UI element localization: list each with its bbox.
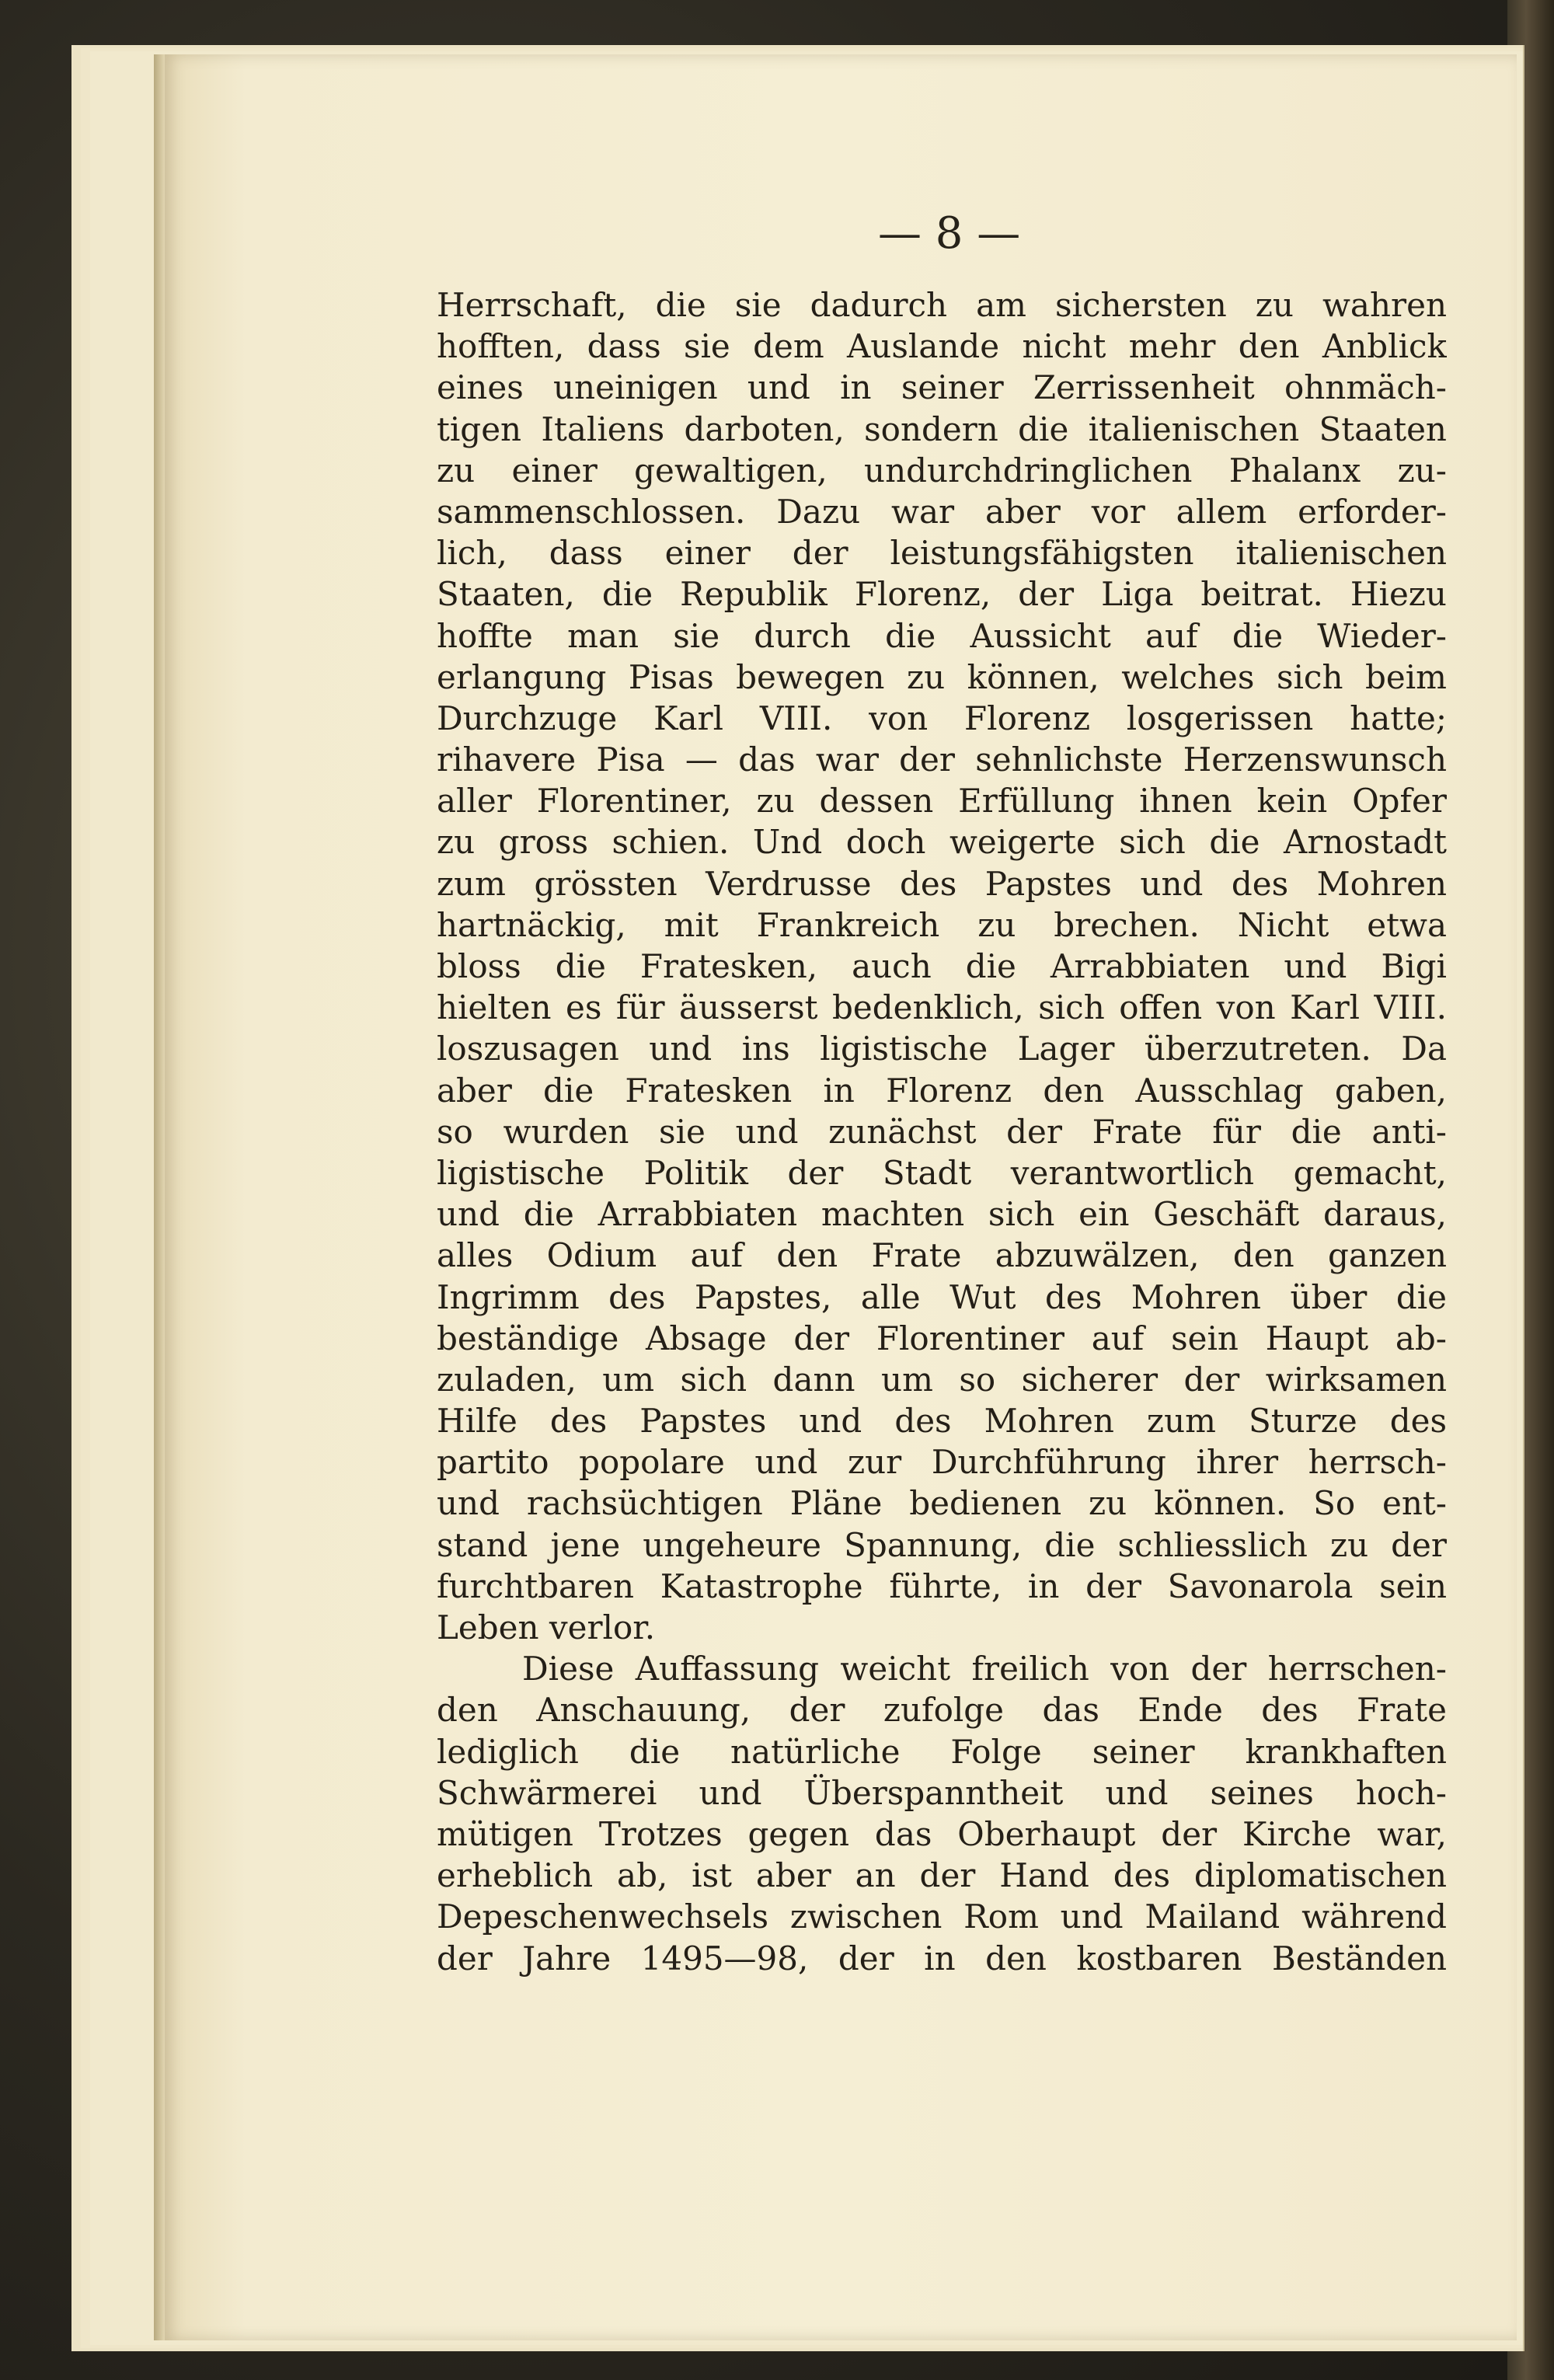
text-line: rihavere Pisa — das war der sehnlichste Herzenswunsch [437, 740, 1447, 779]
text-line: den Anschauung, der zufolge das Ende des Frate [437, 1691, 1447, 1730]
text-line: hielten es für äusserst bedenklich, sich offen von Karl VIII. [437, 988, 1447, 1027]
text-line: ligistische Politik der Stadt verantwortlich gemacht, [437, 1153, 1447, 1192]
text-line: erheblich ab, ist aber an der Hand des diplomatischen [437, 1856, 1447, 1895]
text-line: partito popolare und zur Durchführung ihrer herrsch- [437, 1443, 1447, 1482]
text-line: hofften, dass sie dem Auslande nicht mehr den Anblick [437, 327, 1447, 366]
page-number: — 8 — [878, 208, 1021, 259]
text-line: lediglich die natürliche Folge seiner krankhaften [437, 1732, 1447, 1771]
text-line: eines uneinigen und in seiner Zerrissenheit ohnmäch- [437, 368, 1447, 407]
text-line: und rachsüchtigen Pläne bedienen zu können. So ent- [437, 1484, 1447, 1523]
text-line: zum grössten Verdrusse des Papstes und des Mohren [437, 864, 1447, 903]
text-line: furchtbaren Katastrophe führte, in der Savonarola sein [437, 1566, 1447, 1605]
text-line: Depeschenwechsels zwischen Rom und Mailand während [437, 1897, 1447, 1936]
text-line: beständige Absage der Florentiner auf sein Haupt ab- [437, 1319, 1447, 1357]
text-line: loszusagen und ins ligistische Lager überzutreten. Da [437, 1030, 1447, 1068]
text-line: alles Odium auf den Frate abzuwälzen, den ganzen [437, 1236, 1447, 1275]
text-line: zu einer gewaltigen, undurchdringlichen Phalanx zu- [437, 451, 1447, 490]
text-line: hartnäckig, mit Frankreich zu brechen. Nicht etwa [437, 905, 1447, 944]
text-line: lich, dass einer der leistungsfähigsten italienischen [437, 534, 1447, 573]
text-line: tigen Italiens darboten, sondern die italienischen Staaten [437, 409, 1447, 448]
text-line: aber die Fratesken in Florenz den Ausschlag gaben, [437, 1071, 1447, 1110]
text-line: zu gross schien. Und doch weigerte sich die Arnostadt [437, 823, 1447, 862]
text-line: erlangung Pisas bewegen zu können, welches sich beim [437, 657, 1447, 696]
text-line: Diese Auffassung weicht freilich von der herrschen- [522, 1650, 1447, 1688]
text-line: bloss die Fratesken, auch die Arrabbiaten und Bigi [437, 947, 1447, 985]
text-line: sammenschlossen. Dazu war aber vor allem erforder- [437, 492, 1447, 531]
page-gutter [154, 54, 165, 2340]
text-line: Staaten, die Republik Florenz, der Liga beitrat. Hiezu [437, 575, 1447, 614]
text-line: mütigen Trotzes gegen das Oberhaupt der Kirche war, [437, 1814, 1447, 1853]
text-line: so wurden sie und zunächst der Frate für die anti- [437, 1112, 1447, 1151]
text-line: Durchzuge Karl VIII. von Florenz losgerissen hatte; [437, 699, 1447, 737]
text-line: hoffte man sie durch die Aussicht auf die Wieder- [437, 616, 1447, 655]
text-line: und die Arrabbiaten machten sich ein Geschäft daraus, [437, 1195, 1447, 1234]
body-text [437, 284, 1447, 1979]
text-line: Schwärmerei und Überspanntheit und seines hoch- [437, 1773, 1447, 1812]
text-line: stand jene ungeheure Spannung, die schliesslich zu der [437, 1525, 1447, 1564]
text-line: der Jahre 1495—98, der in den kostbaren Beständen [437, 1939, 1447, 1978]
text-line: Ingrimm des Papstes, alle Wut des Mohren über die [437, 1277, 1447, 1316]
text-line: Herrschaft, die sie dadurch am sichersten zu wahren [437, 286, 1447, 324]
text-line: Leben verlor. [437, 1608, 656, 1646]
text-line: Hilfe des Papstes und des Mohren zum Sturze des [437, 1402, 1447, 1441]
text-line: aller Florentiner, zu dessen Erfüllung ihnen kein Opfer [437, 782, 1447, 821]
text-line: zuladen, um sich dann um so sicherer der wirksamen [437, 1360, 1447, 1399]
